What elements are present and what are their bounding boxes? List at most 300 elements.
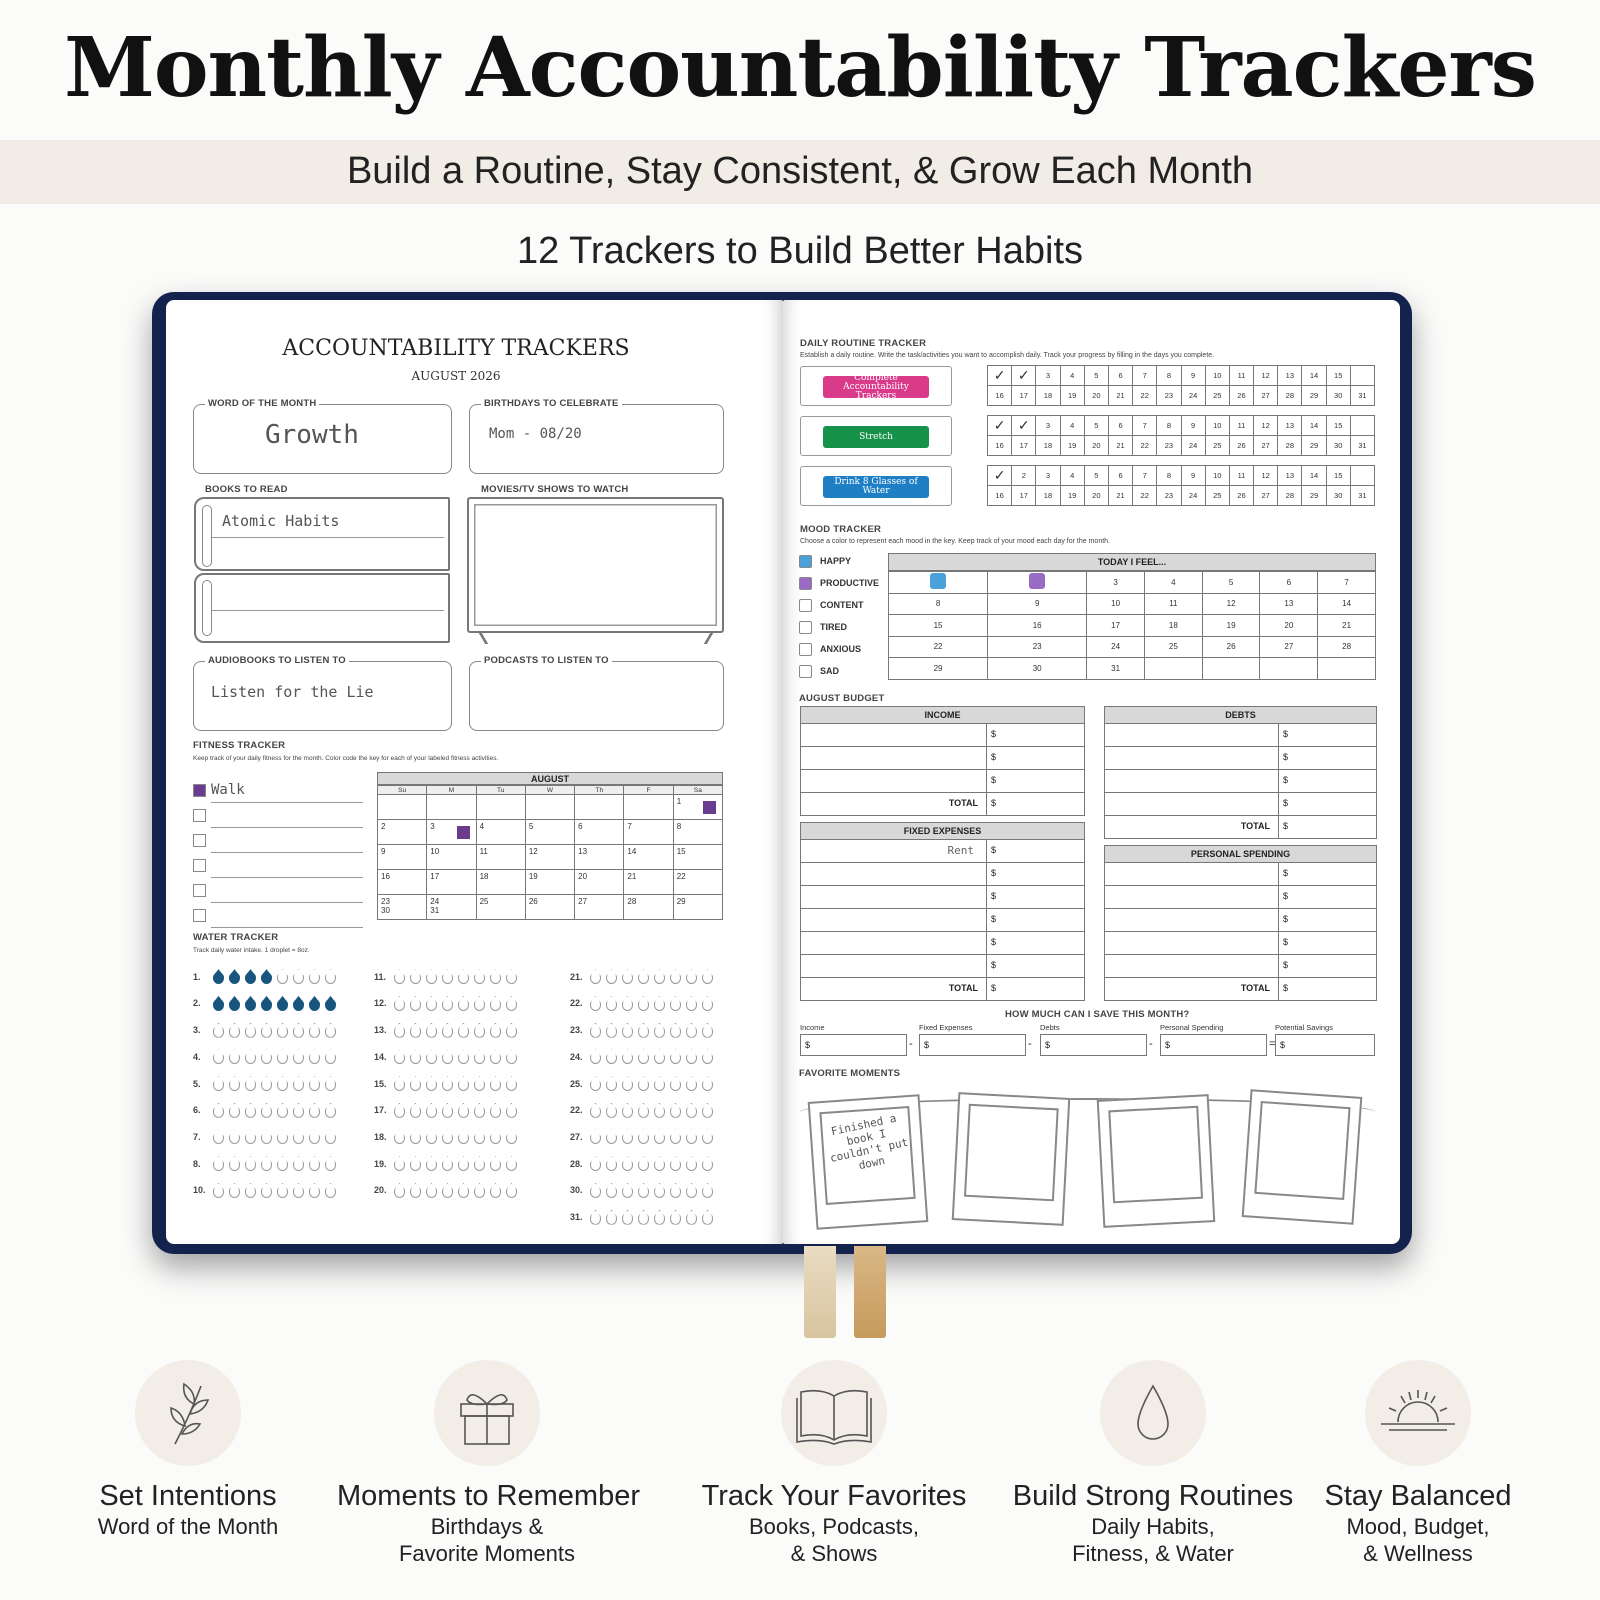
budget-row[interactable]: [1104, 909, 1377, 932]
calendar-day[interactable]: 14: [624, 845, 673, 870]
mood-day[interactable]: 18: [1144, 615, 1202, 637]
mood-day[interactable]: 14: [1318, 593, 1376, 615]
budget-amount[interactable]: $: [986, 955, 1000, 977]
water-drop-icon[interactable]: [622, 1129, 633, 1144]
habit-day[interactable]: 28: [1278, 436, 1302, 456]
water-drop-icon[interactable]: [654, 996, 665, 1011]
water-drop-icon[interactable]: [490, 969, 501, 984]
fitness-key-row[interactable]: [211, 803, 363, 828]
water-drop-icon[interactable]: [590, 1049, 601, 1064]
checkbox[interactable]: [799, 621, 812, 634]
mood-day[interactable]: 23: [988, 636, 1087, 658]
habit-day[interactable]: 20: [1084, 386, 1108, 406]
water-drop-icon[interactable]: [702, 969, 713, 984]
calendar-day[interactable]: 3: [427, 820, 476, 845]
water-drop-icon[interactable]: [277, 996, 288, 1011]
calendar-day[interactable]: 4: [476, 820, 525, 845]
water-drop-icon[interactable]: [325, 1156, 336, 1171]
water-drop-icon[interactable]: [506, 1023, 517, 1038]
water-drop-icon[interactable]: [309, 1049, 320, 1064]
save-field-input[interactable]: $: [1040, 1034, 1147, 1056]
checkbox[interactable]: [193, 909, 206, 922]
water-drop-icon[interactable]: [474, 996, 485, 1011]
water-drop-icon[interactable]: [590, 1023, 601, 1038]
water-drop-icon[interactable]: [702, 1049, 713, 1064]
mood-day[interactable]: 16: [988, 615, 1087, 637]
habit-day[interactable]: 13: [1278, 416, 1302, 436]
habit-day[interactable]: 31: [1350, 386, 1374, 406]
budget-amount[interactable]: $: [986, 840, 1000, 862]
water-drop-icon[interactable]: [410, 969, 421, 984]
habit-day[interactable]: 11: [1229, 366, 1253, 386]
checkbox[interactable]: [193, 834, 206, 847]
water-drop-icon[interactable]: [622, 1076, 633, 1091]
water-drop-icon[interactable]: [670, 996, 681, 1011]
water-drop-icon[interactable]: [277, 969, 288, 984]
fitness-key-row[interactable]: [211, 878, 363, 903]
water-drop-icon[interactable]: [245, 1129, 256, 1144]
water-drop-icon[interactable]: [309, 1023, 320, 1038]
water-drop-icon[interactable]: [442, 1156, 453, 1171]
habit-day[interactable]: 4: [1060, 466, 1084, 486]
habit-day[interactable]: 23: [1157, 436, 1181, 456]
water-drop-icon[interactable]: [458, 1183, 469, 1198]
water-drop-icon[interactable]: [293, 1076, 304, 1091]
habit-day[interactable]: 11: [1229, 466, 1253, 486]
habit-day[interactable]: 24: [1181, 436, 1205, 456]
calendar-day[interactable]: 17: [427, 870, 476, 895]
water-drop-icon[interactable]: [638, 1023, 649, 1038]
water-drop-icon[interactable]: [702, 1183, 713, 1198]
water-drop-icon[interactable]: [670, 969, 681, 984]
water-drop-icon[interactable]: [590, 1076, 601, 1091]
calendar-day[interactable]: [476, 795, 525, 820]
mood-day[interactable]: 4: [1144, 572, 1202, 594]
habit-day[interactable]: ✓: [1012, 416, 1036, 436]
water-drop-icon[interactable]: [426, 1129, 437, 1144]
budget-amount[interactable]: $: [1278, 909, 1292, 931]
water-drop-icon[interactable]: [229, 1049, 240, 1064]
mood-day[interactable]: [988, 572, 1087, 594]
water-drop-icon[interactable]: [245, 1156, 256, 1171]
calendar-day[interactable]: 15: [673, 845, 722, 870]
water-drop-icon[interactable]: [261, 1183, 272, 1198]
water-drop-icon[interactable]: [474, 969, 485, 984]
budget-amount[interactable]: $: [986, 770, 1000, 792]
podcasts-box[interactable]: [469, 661, 724, 731]
budget-row[interactable]: [1104, 978, 1377, 1001]
water-drop-icon[interactable]: [622, 1023, 633, 1038]
water-drop-icon[interactable]: [506, 1183, 517, 1198]
water-drop-icon[interactable]: [261, 1156, 272, 1171]
habit-day[interactable]: 12: [1254, 366, 1278, 386]
water-drop-icon[interactable]: [590, 1103, 601, 1118]
calendar-day[interactable]: [624, 795, 673, 820]
habit-day[interactable]: 7: [1133, 416, 1157, 436]
budget-row[interactable]: [1104, 770, 1377, 793]
water-drop-icon[interactable]: [442, 1129, 453, 1144]
water-drop-icon[interactable]: [229, 969, 240, 984]
water-drop-icon[interactable]: [261, 1049, 272, 1064]
calendar-day[interactable]: 23 30: [378, 895, 427, 920]
water-drop-icon[interactable]: [394, 1049, 405, 1064]
smiley-icon[interactable]: [799, 577, 812, 590]
habit-day[interactable]: 28: [1278, 486, 1302, 506]
water-drop-icon[interactable]: [622, 969, 633, 984]
mood-day[interactable]: 27: [1260, 636, 1318, 658]
budget-amount[interactable]: $: [986, 886, 1000, 908]
water-drop-icon[interactable]: [686, 1210, 697, 1225]
water-drop-icon[interactable]: [394, 1023, 405, 1038]
calendar-day[interactable]: 2: [378, 820, 427, 845]
calendar-day[interactable]: 18: [476, 870, 525, 895]
mood-key-item[interactable]: [799, 555, 851, 568]
habit-day[interactable]: 17: [1012, 436, 1036, 456]
habit-day[interactable]: 8: [1157, 366, 1181, 386]
water-drop-icon[interactable]: [638, 1210, 649, 1225]
water-drop-icon[interactable]: [606, 969, 617, 984]
book-shape[interactable]: [194, 497, 450, 571]
water-drop-icon[interactable]: [442, 1183, 453, 1198]
water-drop-icon[interactable]: [474, 1023, 485, 1038]
mood-key-item[interactable]: [799, 643, 861, 656]
water-drop-icon[interactable]: [474, 1103, 485, 1118]
water-drop-icon[interactable]: [325, 1076, 336, 1091]
water-drop-icon[interactable]: [638, 969, 649, 984]
calendar-day[interactable]: 6: [575, 820, 624, 845]
water-drop-icon[interactable]: [622, 1210, 633, 1225]
budget-amount[interactable]: $: [986, 747, 1000, 769]
habit-day[interactable]: 5: [1084, 416, 1108, 436]
habit-day[interactable]: 12: [1254, 466, 1278, 486]
water-drop-icon[interactable]: [410, 996, 421, 1011]
water-drop-icon[interactable]: [442, 969, 453, 984]
budget-row[interactable]: [800, 955, 1085, 978]
budget-amount[interactable]: $: [986, 978, 1000, 1000]
water-drop-icon[interactable]: [426, 1183, 437, 1198]
budget-amount[interactable]: $: [986, 793, 1000, 815]
water-drop-icon[interactable]: [506, 1129, 517, 1144]
water-drop-icon[interactable]: [293, 1183, 304, 1198]
water-drop-icon[interactable]: [490, 1129, 501, 1144]
water-drop-icon[interactable]: [325, 1183, 336, 1198]
water-drop-icon[interactable]: [394, 996, 405, 1011]
water-drop-icon[interactable]: [394, 1156, 405, 1171]
water-drop-icon[interactable]: [229, 1129, 240, 1144]
water-drop-icon[interactable]: [309, 969, 320, 984]
habit-day[interactable]: 2: [1012, 466, 1036, 486]
habit-day[interactable]: 5: [1084, 366, 1108, 386]
budget-amount[interactable]: $: [986, 932, 1000, 954]
budget-row[interactable]: [1104, 793, 1377, 816]
calendar-day[interactable]: 1: [673, 795, 722, 820]
water-drop-icon[interactable]: [293, 1049, 304, 1064]
save-field-input[interactable]: $: [919, 1034, 1026, 1056]
water-drop-icon[interactable]: [394, 969, 405, 984]
mood-day[interactable]: 11: [1144, 593, 1202, 615]
water-drop-icon[interactable]: [410, 1023, 421, 1038]
habit-day[interactable]: 22: [1133, 436, 1157, 456]
save-field-input[interactable]: $: [800, 1034, 907, 1056]
save-field-input[interactable]: $: [1160, 1034, 1267, 1056]
water-drop-icon[interactable]: [490, 1156, 501, 1171]
habit-day[interactable]: 10: [1205, 416, 1229, 436]
mood-day[interactable]: 12: [1202, 593, 1260, 615]
water-drop-icon[interactable]: [394, 1076, 405, 1091]
water-drop-icon[interactable]: [702, 1210, 713, 1225]
mood-key-item[interactable]: [799, 665, 839, 678]
habit-day[interactable]: 7: [1133, 366, 1157, 386]
habit-day[interactable]: 24: [1181, 486, 1205, 506]
water-drop-icon[interactable]: [506, 1156, 517, 1171]
calendar-day[interactable]: 25: [476, 895, 525, 920]
mood-day[interactable]: 31: [1087, 658, 1145, 680]
calendar-day[interactable]: [427, 795, 476, 820]
habit-day[interactable]: 17: [1012, 386, 1036, 406]
habit-day[interactable]: 23: [1157, 486, 1181, 506]
water-drop-icon[interactable]: [309, 996, 320, 1011]
habit-day[interactable]: 26: [1229, 436, 1253, 456]
water-drop-icon[interactable]: [638, 1103, 649, 1118]
water-drop-icon[interactable]: [474, 1076, 485, 1091]
water-drop-icon[interactable]: [590, 1129, 601, 1144]
budget-row[interactable]: [800, 770, 1085, 793]
habit-day[interactable]: 29: [1302, 486, 1326, 506]
calendar-day[interactable]: [378, 795, 427, 820]
water-drop-icon[interactable]: [458, 996, 469, 1011]
checkbox[interactable]: [193, 859, 206, 872]
water-drop-icon[interactable]: [686, 969, 697, 984]
habit-day[interactable]: 18: [1036, 436, 1060, 456]
water-drop-icon[interactable]: [606, 1156, 617, 1171]
water-drop-icon[interactable]: [702, 1103, 713, 1118]
mood-key-item[interactable]: [799, 621, 847, 634]
water-drop-icon[interactable]: [277, 1103, 288, 1118]
habit-day[interactable]: 10: [1205, 466, 1229, 486]
fitness-key-row[interactable]: [211, 828, 363, 853]
water-drop-icon[interactable]: [325, 1023, 336, 1038]
water-drop-icon[interactable]: [638, 1156, 649, 1171]
water-drop-icon[interactable]: [686, 996, 697, 1011]
budget-amount[interactable]: $: [1278, 978, 1292, 1000]
water-drop-icon[interactable]: [293, 1103, 304, 1118]
water-drop-icon[interactable]: [426, 1076, 437, 1091]
mood-day[interactable]: 8: [889, 593, 988, 615]
water-drop-icon[interactable]: [686, 1049, 697, 1064]
checkbox[interactable]: [799, 643, 812, 656]
book-shape[interactable]: [194, 573, 450, 643]
water-drop-icon[interactable]: [213, 1183, 224, 1198]
budget-amount[interactable]: $: [1278, 724, 1292, 746]
water-drop-icon[interactable]: [702, 1023, 713, 1038]
water-drop-icon[interactable]: [654, 1129, 665, 1144]
water-drop-icon[interactable]: [670, 1023, 681, 1038]
budget-row[interactable]: [800, 724, 1085, 747]
habit-day[interactable]: 3: [1036, 466, 1060, 486]
water-drop-icon[interactable]: [458, 1103, 469, 1118]
habit-day[interactable]: ✓: [1012, 366, 1036, 386]
mood-day[interactable]: 17: [1087, 615, 1145, 637]
water-drop-icon[interactable]: [490, 996, 501, 1011]
budget-row[interactable]: [800, 793, 1085, 816]
water-drop-icon[interactable]: [277, 1156, 288, 1171]
checkbox[interactable]: [193, 809, 206, 822]
water-drop-icon[interactable]: [606, 1049, 617, 1064]
budget-row[interactable]: [800, 886, 1085, 909]
mood-day[interactable]: 25: [1144, 636, 1202, 658]
habit-day[interactable]: 18: [1036, 386, 1060, 406]
water-drop-icon[interactable]: [309, 1183, 320, 1198]
water-drop-icon[interactable]: [670, 1129, 681, 1144]
water-drop-icon[interactable]: [474, 1049, 485, 1064]
water-drop-icon[interactable]: [606, 1129, 617, 1144]
water-drop-icon[interactable]: [474, 1183, 485, 1198]
budget-amount[interactable]: $: [1278, 793, 1292, 815]
water-drop-icon[interactable]: [410, 1156, 421, 1171]
water-drop-icon[interactable]: [229, 1023, 240, 1038]
water-drop-icon[interactable]: [309, 1103, 320, 1118]
habit-day[interactable]: 14: [1302, 416, 1326, 436]
water-drop-icon[interactable]: [638, 1129, 649, 1144]
mood-day[interactable]: 6: [1260, 572, 1318, 594]
water-drop-icon[interactable]: [229, 1103, 240, 1118]
calendar-day[interactable]: 24 31: [427, 895, 476, 920]
calendar-day[interactable]: 19: [525, 870, 574, 895]
mood-day[interactable]: 30: [988, 658, 1087, 680]
fitness-key-row[interactable]: [211, 903, 363, 928]
calendar-day[interactable]: 12: [525, 845, 574, 870]
photo-frame[interactable]: [808, 1094, 929, 1230]
habit-day[interactable]: 17: [1012, 486, 1036, 506]
water-drop-icon[interactable]: [309, 1076, 320, 1091]
mood-day[interactable]: 13: [1260, 593, 1318, 615]
habit-day[interactable]: 28: [1278, 386, 1302, 406]
photo-frame[interactable]: [1242, 1089, 1363, 1225]
budget-amount[interactable]: $: [1278, 816, 1292, 838]
habit-day[interactable]: 20: [1084, 436, 1108, 456]
water-drop-icon[interactable]: [638, 996, 649, 1011]
water-drop-icon[interactable]: [261, 1129, 272, 1144]
water-drop-icon[interactable]: [213, 996, 224, 1011]
fitness-key-row[interactable]: [211, 778, 363, 803]
habit-day[interactable]: 9: [1181, 416, 1205, 436]
habit-day[interactable]: ✓: [988, 366, 1012, 386]
mood-day[interactable]: [889, 572, 988, 594]
budget-row[interactable]: [1104, 955, 1377, 978]
habit-day[interactable]: 16: [988, 436, 1012, 456]
water-drop-icon[interactable]: [213, 1049, 224, 1064]
habit-day[interactable]: 15: [1326, 416, 1350, 436]
mood-day[interactable]: 15: [889, 615, 988, 637]
checkbox[interactable]: [799, 599, 812, 612]
water-drop-icon[interactable]: [458, 1156, 469, 1171]
calendar-day[interactable]: 16: [378, 870, 427, 895]
budget-amount[interactable]: $: [1278, 747, 1292, 769]
habit-day[interactable]: 25: [1205, 486, 1229, 506]
habit-day[interactable]: 16: [988, 486, 1012, 506]
calendar-day[interactable]: 11: [476, 845, 525, 870]
budget-amount[interactable]: $: [986, 909, 1000, 931]
habit-day[interactable]: 4: [1060, 366, 1084, 386]
water-drop-icon[interactable]: [442, 1103, 453, 1118]
budget-amount[interactable]: $: [1278, 932, 1292, 954]
water-drop-icon[interactable]: [506, 1103, 517, 1118]
budget-row[interactable]: [1104, 724, 1377, 747]
mood-day[interactable]: 5: [1202, 572, 1260, 594]
habit-day[interactable]: 13: [1278, 366, 1302, 386]
water-drop-icon[interactable]: [654, 1210, 665, 1225]
mood-day[interactable]: 3: [1087, 572, 1145, 594]
budget-row[interactable]: [800, 840, 1085, 863]
water-drop-icon[interactable]: [638, 1076, 649, 1091]
habit-day[interactable]: 15: [1326, 466, 1350, 486]
water-drop-icon[interactable]: [426, 996, 437, 1011]
budget-row[interactable]: [800, 909, 1085, 932]
water-drop-icon[interactable]: [654, 1023, 665, 1038]
mood-day[interactable]: [1202, 658, 1260, 680]
water-drop-icon[interactable]: [686, 1076, 697, 1091]
water-drop-icon[interactable]: [426, 1156, 437, 1171]
habit-day[interactable]: 6: [1108, 366, 1132, 386]
water-drop-icon[interactable]: [622, 1049, 633, 1064]
habit-day[interactable]: 20: [1084, 486, 1108, 506]
habit-day[interactable]: 21: [1108, 386, 1132, 406]
water-drop-icon[interactable]: [410, 1103, 421, 1118]
water-drop-icon[interactable]: [410, 1183, 421, 1198]
budget-row[interactable]: [800, 863, 1085, 886]
habit-label-box[interactable]: [800, 466, 952, 506]
water-drop-icon[interactable]: [458, 969, 469, 984]
habit-day[interactable]: 4: [1060, 416, 1084, 436]
habit-day[interactable]: 13: [1278, 466, 1302, 486]
water-drop-icon[interactable]: [277, 1129, 288, 1144]
checkbox[interactable]: [799, 665, 812, 678]
water-drop-icon[interactable]: [670, 1076, 681, 1091]
water-drop-icon[interactable]: [670, 1049, 681, 1064]
mood-day[interactable]: [1144, 658, 1202, 680]
water-drop-icon[interactable]: [590, 1156, 601, 1171]
calendar-day[interactable]: [575, 795, 624, 820]
budget-row[interactable]: [1104, 932, 1377, 955]
water-drop-icon[interactable]: [277, 1183, 288, 1198]
habit-label-box[interactable]: [800, 416, 952, 456]
budget-amount[interactable]: $: [1278, 955, 1292, 977]
habit-day[interactable]: 27: [1254, 486, 1278, 506]
budget-row[interactable]: [800, 978, 1085, 1001]
water-drop-icon[interactable]: [654, 969, 665, 984]
habit-day[interactable]: 19: [1060, 436, 1084, 456]
water-drop-icon[interactable]: [394, 1129, 405, 1144]
mood-day[interactable]: [1260, 658, 1318, 680]
budget-row[interactable]: [1104, 886, 1377, 909]
water-drop-icon[interactable]: [686, 1129, 697, 1144]
habit-day[interactable]: 18: [1036, 486, 1060, 506]
water-drop-icon[interactable]: [458, 1049, 469, 1064]
habit-day[interactable]: 3: [1036, 416, 1060, 436]
water-drop-icon[interactable]: [702, 1129, 713, 1144]
habit-day[interactable]: 14: [1302, 366, 1326, 386]
calendar-day[interactable]: 7: [624, 820, 673, 845]
budget-amount[interactable]: $: [986, 724, 1000, 746]
water-drop-icon[interactable]: [490, 1103, 501, 1118]
water-drop-icon[interactable]: [410, 1076, 421, 1091]
calendar-day[interactable]: 28: [624, 895, 673, 920]
budget-row[interactable]: [800, 932, 1085, 955]
budget-amount[interactable]: $: [1278, 886, 1292, 908]
calendar-day[interactable]: 10: [427, 845, 476, 870]
habit-day[interactable]: 7: [1133, 466, 1157, 486]
water-drop-icon[interactable]: [702, 1076, 713, 1091]
